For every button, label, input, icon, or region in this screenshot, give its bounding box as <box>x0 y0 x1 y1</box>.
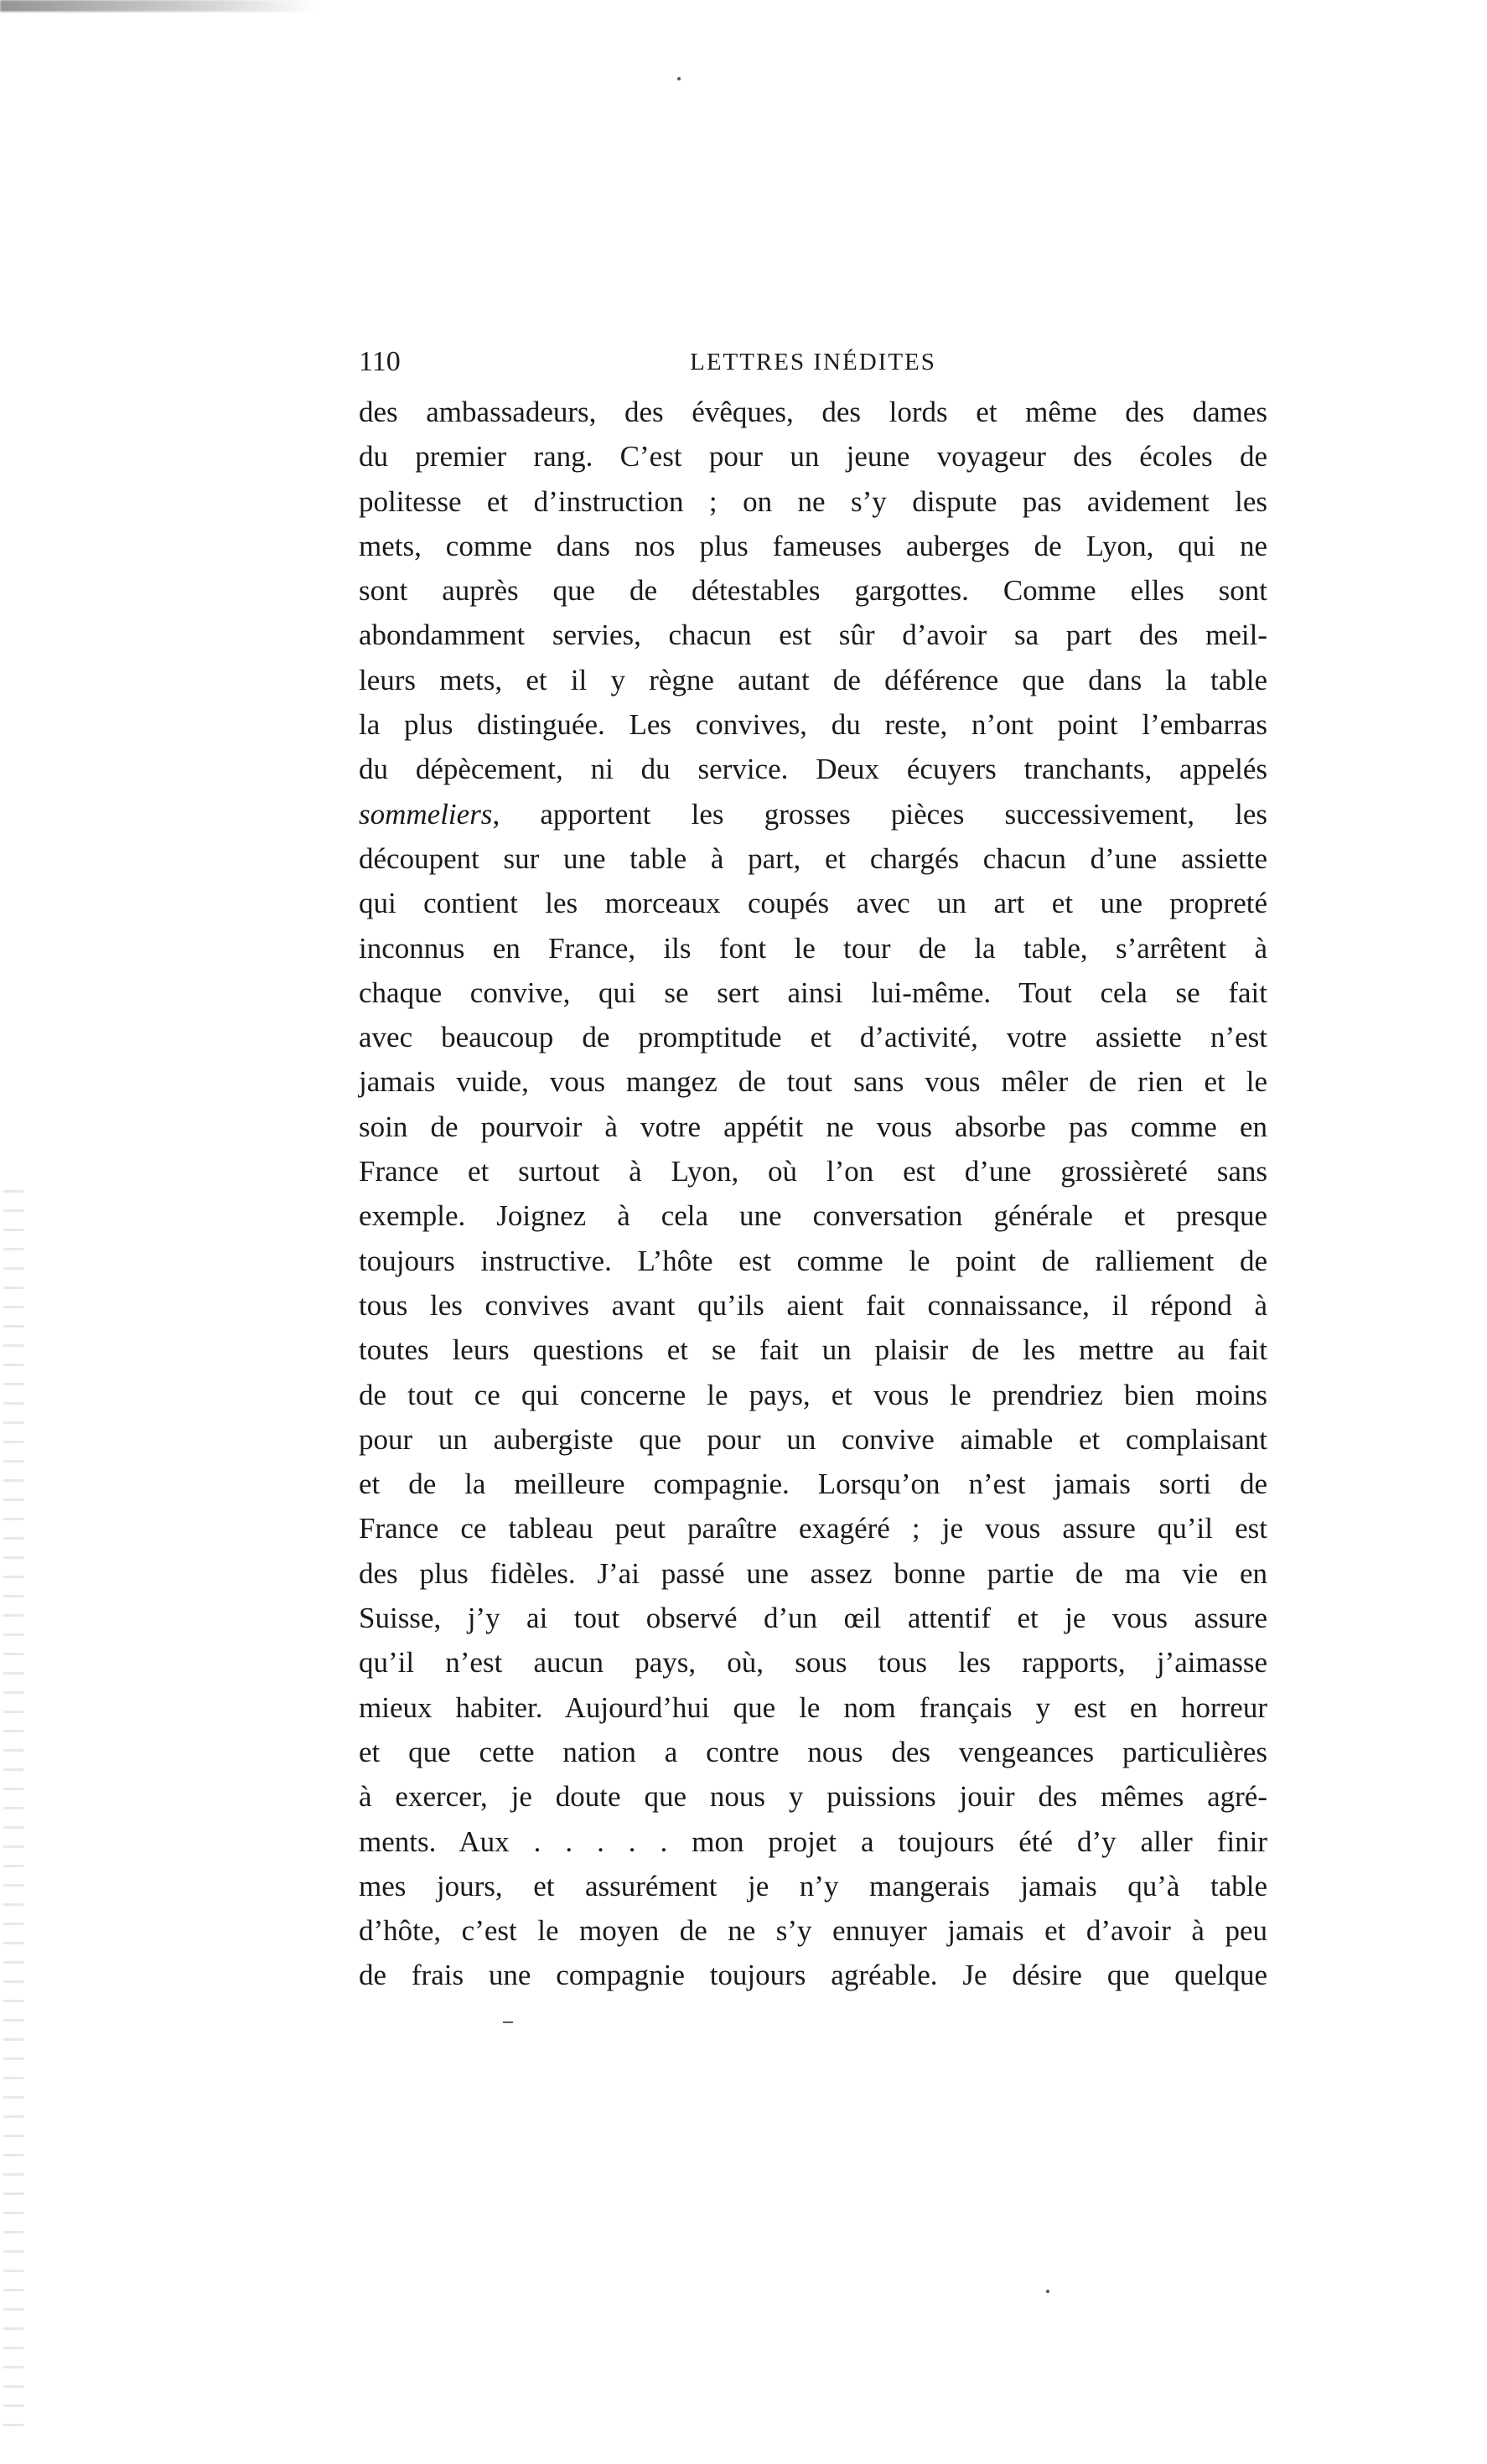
text-line: leurs mets, et il y règne autant de déférence que dans la table <box>359 663 1267 696</box>
text-line: soin de pourvoir à votre appétit ne vous absorbe pas comme en <box>359 1110 1267 1143</box>
text-line: avec beaucoup de promptitude et d’activité, votre assiette n’est <box>359 1021 1267 1054</box>
text-line: du premier rang. C’est pour un jeune voyageur des écoles de <box>359 440 1267 474</box>
text-line: à exercer, je doute que nous y puissions jouir des mêmes agré- <box>359 1780 1267 1814</box>
text-line: abondamment servies, chacun est sûr d’avoir sa part des meil- <box>359 619 1267 652</box>
page-number: 110 <box>359 346 401 377</box>
page-header <box>359 345 1267 379</box>
text-line: inconnus en France, ils font le tour de la table, s’arrêtent à <box>359 931 1267 965</box>
text-line: qui contient les morceaux coupés avec un art et une propreté <box>359 887 1267 920</box>
body-text <box>359 390 1267 1998</box>
scan-left-edge-specks <box>3 1190 23 2430</box>
text-line: toujours instructive. L’hôte est comme le point de ralliement de <box>359 1244 1267 1277</box>
text-line: de frais une compagnie toujours agréable. Je désire que quelque <box>359 1959 1267 1992</box>
text-line: politesse et d’instruction ; on ne s’y dispute pas avidement les <box>359 484 1267 518</box>
text-line: tous les convives avant qu’ils aient fait connaissance, il répond à <box>359 1288 1267 1322</box>
text-line: pour un aubergiste que pour un convive aimable et complaisant <box>359 1422 1267 1456</box>
text-line: et que cette nation a contre nous des vengeances particulières <box>359 1735 1267 1768</box>
scan-speck <box>1046 2290 1049 2293</box>
text-line: qu’il n’est aucun pays, où, sous tous les rapports, j’aimasse <box>359 1646 1267 1680</box>
text-line: mets, comme dans nos plus fameuses auberges de Lyon, qui ne <box>359 529 1267 562</box>
text-line: des ambassadeurs, des évêques, des lords et même des dames <box>359 396 1267 428</box>
text-line-with-italic <box>359 792 1267 836</box>
text-line: de tout ce qui concerne le pays, et vous le prendriez bien moins <box>359 1378 1267 1411</box>
text-line: découpent sur une table à part, et chargés chacun d’une assiette <box>359 841 1267 875</box>
scan-speck <box>503 2021 513 2023</box>
text-line: jamais vuide, vous mangez de tout sans vous mêler de rien et le <box>359 1065 1267 1099</box>
text-line: ments. Aux . . . . . mon projet a toujours été d’y aller finir <box>359 1825 1267 1858</box>
text-line: exemple. Joignez à cela une conversation générale et presque <box>359 1199 1267 1233</box>
running-title: LETTRES INÉDITES <box>690 349 936 375</box>
text-line-rest: , apportent les grosses pièces successivement, les <box>492 797 1267 831</box>
scan-speck <box>677 77 681 80</box>
text-line: sont auprès que de détestables gargottes. Comme elles sont <box>359 574 1267 608</box>
text-line: toutes leurs questions et se fait un plaisir de les mettre au fait <box>359 1333 1267 1367</box>
text-line: des plus fidèles. J’ai passé une assez bonne partie de ma vie en <box>359 1556 1267 1590</box>
scan-edge-smudge <box>0 0 319 12</box>
text-line: mieux habiter. Aujourd’hui que le nom français y est en horreur <box>359 1690 1267 1724</box>
text-line: France ce tableau peut paraître exagéré ; je vous assure qu’il est <box>359 1512 1267 1545</box>
text-line: Suisse, j’y ai tout observé d’un œil attentif et je vous assure <box>359 1602 1267 1635</box>
text-line: France et surtout à Lyon, où l’on est d’une grossièreté sans <box>359 1155 1267 1188</box>
text-line: du dépècement, ni du service. Deux écuyers tranchants, appelés <box>359 753 1267 786</box>
text-line: mes jours, et assurément je n’y mangerais jamais qu’à table <box>359 1869 1267 1902</box>
text-line: et de la meilleure compagnie. Lorsqu’on n’est jamais sorti de <box>359 1468 1267 1501</box>
text-line: d’hôte, c’est le moyen de ne s’y ennuyer jamais et d’avoir à peu <box>359 1914 1267 1948</box>
text-line: la plus distinguée. Les convives, du reste, n’ont point l’embarras <box>359 708 1267 742</box>
italic-term: sommeliers <box>359 797 493 831</box>
text-line: chaque convive, qui se sert ainsi lui-même. Tout cela se fait <box>359 976 1267 1009</box>
